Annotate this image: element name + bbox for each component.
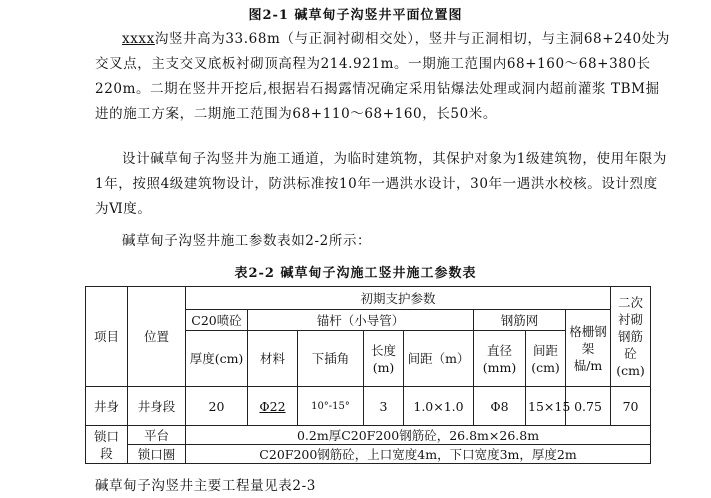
paragraph-3: 碱草甸子沟竖井施工参数表如2-2所示：: [122, 233, 372, 249]
table-row: [86, 426, 651, 445]
footer-paragraph: 碱草甸子沟竖井主要工程量见表2-3: [95, 478, 316, 494]
header-anchor: 锚杆（小导管）: [248, 310, 474, 331]
header-thickness: 厚度(cm): [186, 331, 248, 387]
header-secondary-lining: 二次衬砌钢筋砼(cm): [611, 287, 651, 387]
table-title: 表2-2 碱草甸子沟施工竖井施工参数表: [234, 266, 477, 281]
cell-spacing: 1.0×1.0: [404, 387, 474, 426]
header-item: 项目: [86, 287, 128, 387]
paragraph-1-text: 沟竖井高为33.68m（与正洞衬砌相交处），竖井与正洞相切，与主洞68+240处为交叉点，主支交叉底板衬砌顶高程为214.921m。一期施工范围内68+160～68+380长220m。二期在竖井开挖后,根据岩石揭露情况确定采用钻爆法处理或洞内超前灌浆 TBM掘进的施工方案，二期施工范围为68+110～68+160，长50米。: [95, 31, 670, 122]
header-mesh: 钢筋网: [474, 310, 566, 331]
cell-position: 平台: [128, 426, 186, 445]
construction-parameters-table: [85, 286, 651, 464]
cell-position: 锁口圈: [128, 445, 186, 464]
shaft-name-placeholder: xxxx: [122, 31, 155, 47]
cell-lock-ring-content: C20F200钢筋砼，上口宽度4m，下口宽度3m，厚度2m: [186, 445, 651, 464]
header-diameter: 直径(mm): [474, 331, 526, 387]
cell-item: 井身: [86, 387, 128, 426]
paragraph-2: 设计碱草甸子沟竖井为施工通道，为临时建筑物，其保护对象为1级建筑物，使用年限为1年，按照4级建筑物设计，防洪标准按10年一遇洪水设计，30年一遇洪水校核。设计烈度为Ⅵ度。: [95, 151, 667, 217]
header-initial-support: 初期支护参数: [186, 287, 611, 310]
header-angle: 下插角: [298, 331, 364, 387]
figure-title: 图2-1 碱草甸子沟竖井平面位置图: [248, 8, 463, 23]
header-spacing-cm: 间距(cm): [526, 331, 566, 387]
cell-platform-content: 0.2m厚C20F200钢筋砼，26.8m×26.8m: [186, 426, 651, 445]
cell-position: 井身段: [128, 387, 186, 426]
cell-lock-item: 锁口段: [86, 426, 128, 464]
cell-grid: 0.75: [566, 387, 611, 426]
header-c20-shotcrete: C20喷砼: [186, 310, 248, 331]
table-row: [86, 387, 651, 426]
header-spacing-m: 间距（m）: [404, 331, 474, 387]
cell-thickness: 20: [186, 387, 248, 426]
cell-angle: 10°-15°: [298, 387, 364, 426]
cell-mesh-spacing: 15×15: [526, 387, 566, 426]
cell-diameter: Φ8: [474, 387, 526, 426]
header-material: 材料: [248, 331, 298, 387]
cell-material: Φ22: [248, 387, 298, 426]
header-grid-frame: 格栅钢架榀/m: [566, 310, 611, 387]
table-row: [86, 445, 651, 464]
paragraph-1: [95, 27, 670, 127]
cell-length: 3: [364, 387, 404, 426]
cell-secondary: 70: [611, 387, 651, 426]
header-position: 位置: [128, 287, 186, 387]
header-length: 长度(m): [364, 331, 404, 387]
